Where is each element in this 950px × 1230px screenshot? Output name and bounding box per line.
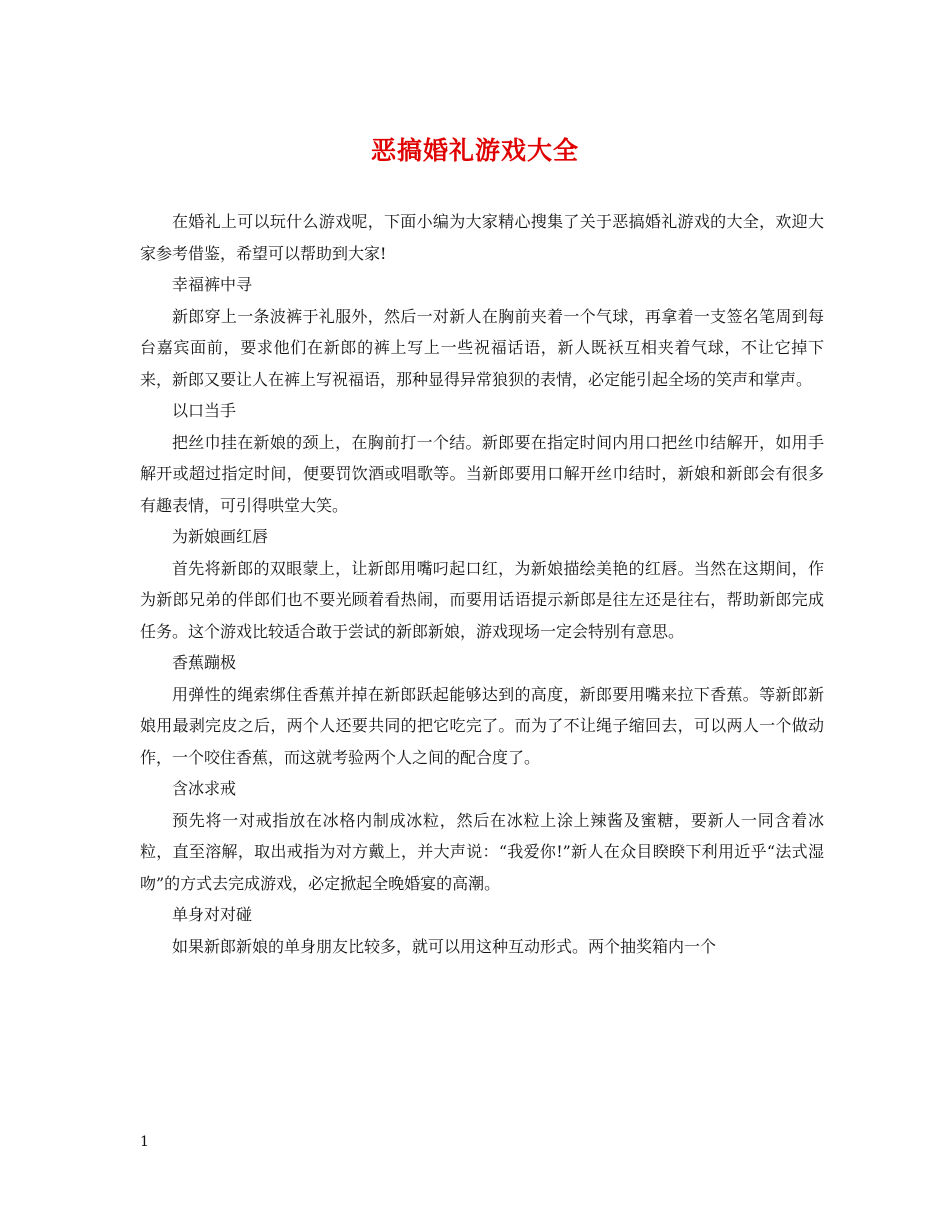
section-heading: 为新娘画红唇 — [172, 527, 269, 546]
body-paragraph: 用弹性的绳索绑住香蕉并掉在新郎跃起能够达到的高度，新郎要用嘴来拉下香蕉。等新郎新娘用最剥完皮之后，两个人还要共同的把它吃完了。而为了不让绳子缩回去，可以两人一个做动作，一个咬住香蕉，而这就考验两个人之间的配合度了。 — [140, 684, 824, 767]
body-paragraph: 预先将一对戒指放在冰格内制成冰粒，然后在冰粒上涂上辣酱及蜜糖，要新人一同含着冰粒，直至溶解，取出戒指为对方戴上，并大声说：“我爱你!”新人在众目睽睽下利用近乎“法式湿吻”的方式去完成游戏，必定掀起全晚婚宴的高潮。 — [140, 810, 824, 893]
body-paragraph: 新郎穿上一条波裤于礼服外，然后一对新人在胸前夹着一个气球，再拿着一支签名笔周到每台嘉宾面前，要求他们在新郎的裤上写上一些祝福话语，新人既袄互相夹着气球，不让它掉下来，新郎又要让人在裤上写祝福语，那种显得异常狼狈的表情，必定能引起全场的笑声和掌声。 — [140, 306, 824, 389]
section-heading: 香蕉蹦极 — [172, 653, 237, 672]
section-heading: 幸福裤中寻 — [172, 275, 253, 294]
body-paragraph: 如果新郎新娘的单身朋友比较多，就可以用这种互动形式。两个抽奖箱内一个 — [172, 936, 717, 956]
document-title: 恶搞婚礼游戏大全 — [370, 136, 579, 165]
section-heading: 含冰求戒 — [172, 779, 237, 798]
body-paragraph: 把丝巾挂在新娘的颈上，在胸前打一个结。新郎要在指定时间内用口把丝巾结解开，如用手解开或超过指定时间，便要罚饮酒或唱歌等。当新郎要用口解开丝巾结时，新娘和新郎会有很多有趣表情，可引得哄堂大笑。 — [140, 432, 824, 515]
page-number: 1 — [140, 1134, 149, 1150]
body-paragraph: 首先将新郎的双眼蒙上，让新郎用嘴叼起口红，为新娘描绘美艳的红唇。当然在这期间，作为新郎兄弟的伴郎们也不要光顾着看热闹，而要用话语提示新郎是往左还是往右，帮助新郎完成任务。这个游戏比较适合敢于尝试的新郎新娘，游戏现场一定会特别有意思。 — [140, 558, 824, 641]
document-body — [140, 206, 824, 962]
intro-paragraph: 在婚礼上可以玩什么游戏呢，下面小编为大家精心搜集了关于恶搞婚礼游戏的大全，欢迎大家参考借鉴，希望可以帮助到大家! — [140, 212, 824, 263]
section-heading: 单身对对碰 — [172, 905, 253, 924]
section-heading: 以口当手 — [172, 401, 237, 420]
